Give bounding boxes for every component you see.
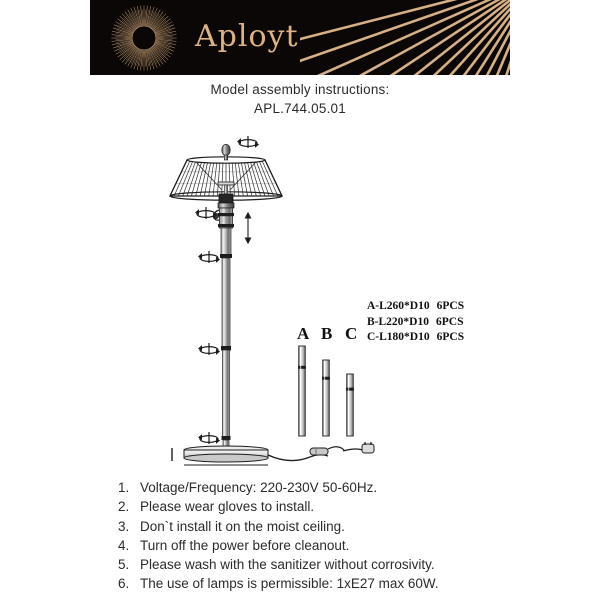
- instruction-number: 5.: [118, 557, 130, 573]
- instruction-number: 1.: [118, 480, 130, 495]
- parts-list-row-a: [367, 299, 464, 315]
- rod-label-c: C: [345, 324, 358, 343]
- rod-part-a: [298, 346, 306, 436]
- instruction-text: Voltage/Frequency: 220-230V 50-60Hz.: [140, 480, 378, 495]
- rod-part-b: [322, 360, 330, 436]
- power-plug: [328, 442, 374, 453]
- instruction-item: [118, 517, 538, 536]
- parts-list-row-b: [367, 315, 464, 331]
- instruction-text: Don`t install it on the moist ceiling.: [140, 518, 345, 534]
- title-line-2: APL.744.05.01: [254, 101, 346, 116]
- instruction-item: [118, 555, 538, 574]
- rod-part-c: [346, 374, 354, 436]
- rotate-joint-marker: [198, 251, 220, 263]
- part-qty-c: 6PCS: [436, 331, 465, 343]
- instruction-text: Please wear gloves to install.: [140, 499, 315, 515]
- floor-lamp-assembly-diagram: [0, 118, 600, 478]
- telescoping-stem-rod: [220, 228, 232, 449]
- instruction-text: Please wash with the sanitizer without corrosivity.: [140, 557, 435, 573]
- part-qty-a: 6PCS: [436, 300, 465, 312]
- instruction-item: [118, 574, 538, 593]
- title-line-1: Model assembly instructions:: [210, 82, 390, 97]
- part-spec-c: C-L180*D10: [367, 331, 430, 343]
- rod-parts-group: [298, 346, 354, 436]
- lamp-socket-assembly: [213, 194, 234, 228]
- inline-foot-switch: [310, 448, 328, 455]
- part-spec-a: A-L260*D10: [367, 300, 430, 312]
- parts-list: [367, 299, 464, 346]
- instruction-number: 3.: [118, 518, 130, 534]
- instruction-number: 6.: [118, 576, 130, 592]
- sunburst-logo-icon: [110, 4, 178, 72]
- radial-rays-icon: [300, 0, 510, 75]
- brand-wordmark: Aployt: [195, 19, 299, 54]
- instruction-text: Turn off the power before cleanout.: [140, 537, 350, 553]
- instruction-number: 2.: [118, 499, 130, 515]
- rod-label-b: B: [321, 324, 333, 343]
- instruction-number: 4.: [118, 537, 130, 553]
- instruction-item: [118, 536, 538, 555]
- part-qty-b: 6PCS: [435, 315, 464, 328]
- instruction-text: The use of lamps is permissible: 1xE27 max 60W.: [140, 576, 439, 592]
- rotate-joint-marker: [198, 343, 220, 355]
- rod-label-a: A: [297, 324, 310, 343]
- vertical-adjust-arrow: [245, 213, 250, 243]
- rotate-joint-marker: [198, 432, 220, 444]
- rotate-joint-marker: [237, 136, 259, 148]
- part-spec-b: B-L220*D10: [367, 315, 429, 328]
- round-flat-base: [172, 446, 268, 465]
- rotate-joint-marker: [195, 207, 217, 219]
- parts-list-row-c: [367, 330, 464, 346]
- instruction-item: [118, 478, 538, 497]
- instruction-item: [118, 497, 538, 516]
- brand-header: [90, 0, 510, 75]
- page-title: [0, 80, 600, 118]
- instructions-list: [118, 478, 538, 594]
